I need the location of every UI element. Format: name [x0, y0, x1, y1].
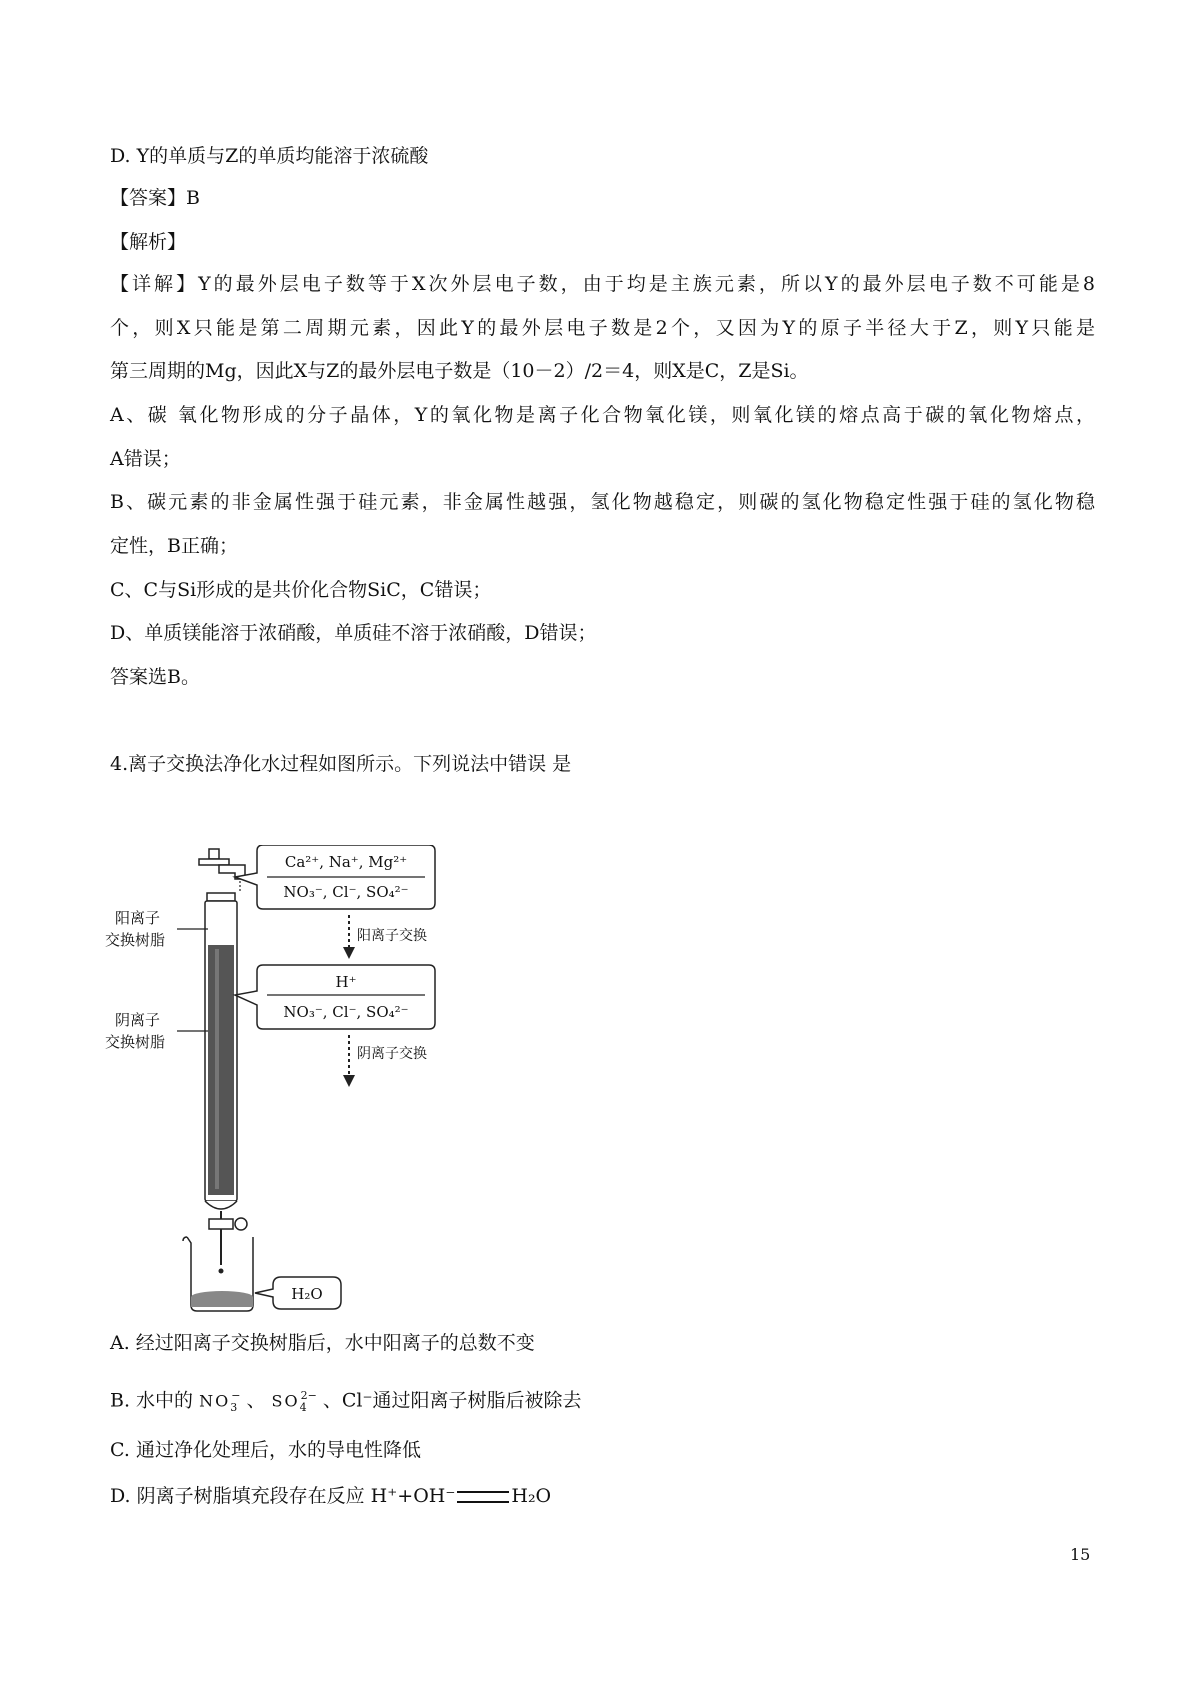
nitrate-ion: $NO_3^-$ — [199, 1389, 241, 1415]
label-anion-resin-2: 交换树脂 — [105, 1033, 166, 1051]
answer-label: 【答案】B — [110, 187, 200, 209]
sulfate-ion: $SO_4^{2-}$ — [271, 1389, 317, 1415]
label-anion-resin-1: 阴离子 — [115, 1011, 161, 1029]
option-c: C. 通过净化处理后，水的导电性降低 — [110, 1439, 421, 1461]
label-cation-resin-2: 交换树脂 — [105, 931, 166, 949]
option-b-separator: 、 — [246, 1389, 266, 1412]
callout-box-raw-water — [235, 845, 435, 909]
box1-cations: Ca²⁺, Na⁺, Mg²⁺ — [284, 853, 408, 871]
option-d-prefix: D. 阴离子树脂填充段存在反应 H⁺+OH⁻ — [110, 1485, 456, 1507]
nitrate-symbol: NO — [199, 1391, 231, 1411]
box3-water: H₂O — [291, 1285, 323, 1303]
conclusion: 答案选B。 — [110, 666, 200, 688]
detail-line-3: 第三周期的Mg，因此X与Z的最外层电子数是（10－2）/2＝4，则X是C，Z是Si。 — [110, 360, 809, 382]
option-b — [110, 1383, 582, 1421]
detail-line-2: 个，则X只能是第二周期元素，因此Y的最外层电子数是2个，又因为Y的原子半径大于Z，则Y只能是 — [110, 317, 1095, 339]
analysis-label: 【解析】 — [110, 231, 187, 253]
box2-cations: H⁺ — [335, 973, 357, 991]
explanation-b-line-2: 定性，B正确； — [110, 535, 238, 557]
column-icon — [205, 893, 247, 1274]
page-number: 15 — [1070, 1545, 1091, 1564]
detail-line-1: 【详解】Y的最外层电子数等于X次外层电子数，由于均是主族元素，所以Y的最外层电子数不可能是8 — [110, 273, 1095, 295]
box2-anions: NO₃⁻, Cl⁻, SO₄²⁻ — [283, 1003, 409, 1021]
option-b-suffix: 、Cl⁻通过阳离子树脂后被除去 — [322, 1389, 582, 1412]
explanation-d: D、单质镁能溶于浓硝酸，单质硅不溶于浓硝酸，D错误； — [110, 622, 597, 644]
step-cation-exchange: 阳离子交换 — [357, 928, 427, 944]
equals-sign-icon — [457, 1491, 509, 1503]
callout-box-after-cation — [235, 965, 435, 1029]
option-b-prefix: B. 水中的 — [110, 1389, 194, 1412]
box1-anions: NO₃⁻, Cl⁻, SO₄²⁻ — [283, 883, 409, 901]
previous-option-d: D. Y的单质与Z的单质均能溶于浓硫酸 — [110, 145, 429, 167]
question-4-stem: 4.离子交换法净化水过程如图所示。下列说法中错误 是 — [110, 753, 572, 775]
explanation-b-line-1: B、碳元素的非金属性强于硅元素，非金属性越强，氢化物越稳定，则碳的氢化物稳定性强于硅的氢化物稳 — [110, 491, 1095, 513]
option-d — [110, 1483, 551, 1509]
faucet-icon — [199, 849, 245, 891]
step-anion-exchange: 阴离子交换 — [357, 1046, 427, 1062]
explanation-a-line-1: A、碳 氧化物形成的分子晶体，Y的氧化物是离子化合物氧化镁，则氧化镁的熔点高于碳的氧化物熔点， — [110, 404, 1095, 426]
ion-exchange-diagram — [105, 845, 485, 1315]
label-cation-resin-1: 阳离子 — [115, 909, 161, 927]
explanation-c: C、C与Si形成的是共价化合物SiC，C错误； — [110, 579, 492, 601]
explanation-a-line-2: A错误； — [110, 448, 181, 470]
callout-box-water — [255, 1277, 341, 1309]
option-a: A. 经过阳离子交换树脂后，水中阳离子的总数不变 — [110, 1332, 535, 1354]
option-d-suffix: H₂O — [511, 1485, 552, 1507]
beaker-icon — [183, 1237, 253, 1311]
sulfate-symbol: SO — [271, 1391, 300, 1411]
